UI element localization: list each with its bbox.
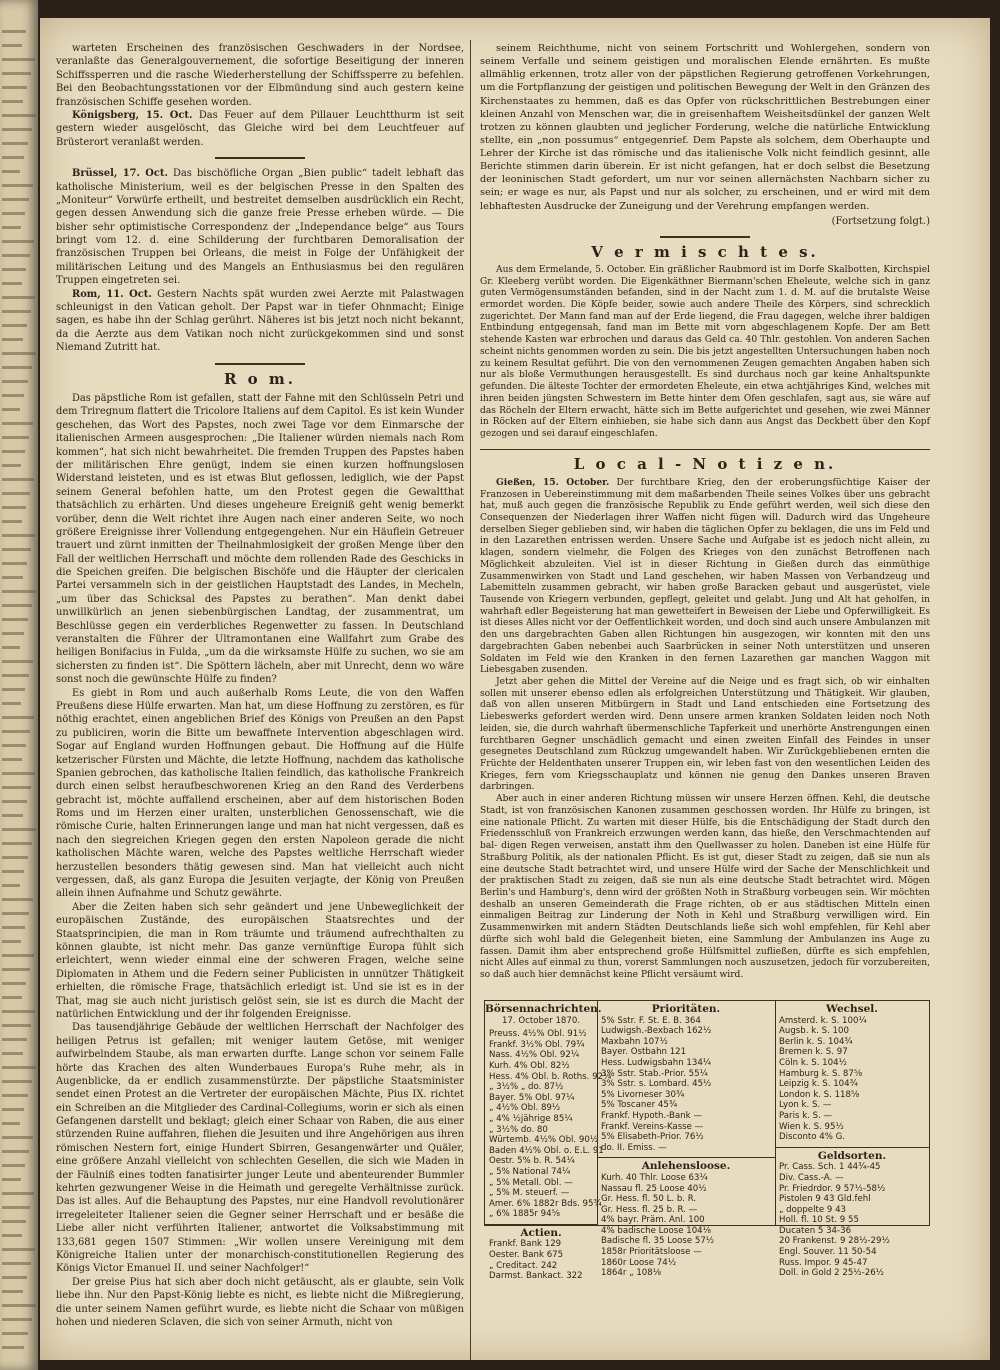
article-paragraph: Jetzt aber gehen die Mittel der Vereine auf die Neige und es fragt sich, ob wir einhalten sollen mit unserer ebenso edlen als erfolgreichen Unterstützung und Thätigkeit. Wir glauben, daß von allen unseren Mitbürgern in Stadt und Land entschieden eine Fortsetzung des Liebeswerks gefordert werden wird. Denn unsere armen kranken Soldaten leiden noch Noth leiden, sie, die durch wahrhaft übermenschliche Tapferkeit und unerhörte Anstrengungen einen furchtbaren Gegner unschädlich gemacht und einen zweiten Einfall des Feindes in unser gesegnetes Deutschland zum Rückzug umgewandelt haben. Wir Zurückgebliebenen ernten die Früchte der Heldenthaten unserer Truppen ein, wir leben fast von den wesentlichen Leiden des Krieges, fern vom Kriegsschauplatz und können nie genug den Dankes unseren Braven darbringen. (480, 677, 930, 793)
anlehen-list (597, 1173, 775, 1279)
prior-list (597, 1016, 775, 1154)
cut-off-text-line (2, 478, 34, 481)
section-separator (660, 236, 750, 238)
quote-row: Paris k. S. — (779, 1110, 833, 1121)
cut-off-text-line (2, 1318, 32, 1321)
cut-off-text-line (2, 366, 32, 369)
section-heading: L o c a l - N o t i z e n. (573, 454, 837, 473)
quote-row: Frankf. Hypoth.-Bank — (601, 1110, 702, 1121)
adjacent-page-edge (0, 0, 38, 1370)
cut-off-text-line (2, 646, 20, 649)
quote-row: Amer. 6% 1882r Bds. 95¾ (489, 1198, 602, 1209)
quote-row: Lyon k. S. — (779, 1100, 832, 1111)
quote-row: „ 6% 1885r 94⅝ (489, 1209, 560, 1220)
cut-off-text-line (2, 184, 33, 187)
quote-row: Bayer. 5% Obl. 97¼ (489, 1092, 575, 1103)
article-paragraph: Aber auch in einer anderen Richtung müssen wir unsere Herzen öffnen. Kehl, die deutsche Stadt, ist von französischen Kanonen zusammen geschossen worden. Ihr Hülfe zu bringen, ist eine nationale Pflicht. Zu warten mit dieser Hülfe, bis die Entschädigung der Stadt durch den Friedensschluß von Frankreich erzwungen werden kann, das hieße, den Verschmachtenden auf bal- digen Regen verweisen, anstatt ihm den Quellwasser zu holen. Daneben ist eine Hülfe für Straßburg Politik, als der nationalen Pflicht. Es ist gut, dieser Stadt zu zeigen, daß sie nun als eine deutsche Stadt betrachtet wird, und unsere Hülfe wird der Sache der Menschlichkeit und der praktischen Stadt zu zeigen, daß sie nun als eine deutsche Stadt betrachtet wird. Mögen Berlin's und Hamburg's, denn wird der größten Noth in Straßburg vorbeugen sein. Wir möchten deshalb an unseren Gemeinderath die Frage richten, ob er aus städtischen Mitteln einen einmaligen Beitrag zur Linderung der Noth in Kehl und Straßburg verwilligen wird. Ein Zusammenwirken mit andern Städten Deutschlands ließe sich wohl empfehlen, für Kehl aber dürfte sich wohl bald die Gelegenheit bieten, eine Sammlung der Ambulanzen ins Auge zu fassen. Damit ihm aber entsprechend große Hülfsmittel zufließen, dürfte es sich empfehlen, nicht Alles auf einmal zu thun, vorerst Sammlungen noch auszusetzen, jedoch für vorzubereiten, so daß auch hier demnächst keine Pflicht versäumt wird. (480, 794, 930, 980)
quote-row: „ 4½% Obl. 89½ (489, 1103, 561, 1114)
cut-off-text-line (2, 1304, 36, 1307)
cut-off-text-line (2, 450, 25, 453)
quote-row: 1860r Loose 74½ (601, 1257, 677, 1268)
quote-row: Gr. Hess. fl. 50 L. b. R. (601, 1194, 697, 1205)
cut-off-text-line (2, 1290, 23, 1293)
quote-row: Holl. fl. 10 St. 9 55 (779, 1215, 859, 1226)
prioritaeten-column (597, 1001, 776, 1279)
cut-off-text-line (2, 1248, 35, 1251)
cut-off-text-line (2, 1080, 32, 1083)
quote-row: Wien k. S. 95½ (779, 1121, 844, 1132)
quote-row: Engl. Souver. 11 50-54 (779, 1247, 877, 1258)
actien-list (485, 1239, 597, 1281)
quote-row: Kurh. 40 Thlr. Loose 63¼ (601, 1172, 708, 1183)
geld-list (775, 1162, 929, 1279)
quote-row: London k. S. 118⅝ (779, 1089, 860, 1100)
article-text: Das bischöfliche Organ „Bien public“ tadelt lebhaft das katholische Ministerium, weil es der belgischen Presse in den Spalten des „Moniteur“ Vorwürfe ertheilt, und bestreitet demselben ausdrücklich ein Recht, gegen dessen Anwendung sich die ganze freie Presse erheben würde. — Die bisher sehr optimistische Correspondenz der „Independance belge“ aus Tours bringt vom 12. d. eine Schilderung der furchtbaren Demoralisation der französischen Truppen bei Orleans, die meist in Folge der Unfähigkeit der militärischen Leitung und des Mangels an Enthusiasmus bei den regulären Truppen eingetreten sei. (56, 168, 464, 287)
quote-row: Pr. Friedrdor. 9 57½-58½ (779, 1183, 886, 1194)
cut-off-text-line (2, 72, 31, 75)
cut-off-text-line (2, 814, 23, 817)
cut-off-text-line (2, 1262, 31, 1265)
quote-row: Würtemb. 4½% Obl. 90½ (489, 1135, 599, 1146)
cut-off-text-line (2, 828, 36, 831)
cut-off-text-line (2, 1010, 35, 1013)
cut-off-text-line (2, 1066, 36, 1069)
quote-row: do. II. Emiss. — (601, 1142, 667, 1153)
cut-off-text-line (2, 688, 25, 691)
boerse-list (485, 1029, 612, 1220)
cut-off-text-line (2, 1038, 27, 1041)
column-divider (470, 40, 471, 1360)
article-paragraph: Es giebt in Rom und auch außerhalb Roms Leute, die von den Waffen Preußens diese Hülfe erwarten. Man hat, um diese Hoffnung zu zerstören, es für nöthig erachtet, einen angeblichen Brief des Königs von Preußen an den Papst zu publiciren, worin die Bitte um bewaffnete Intervention abgeschlagen wird. Sogar auf England wurden Hoffnungen gebaut. Die Hoffnung auf die Hülfe ketzerischer Fürsten und Mächte, die letzte Hoffnung, nachdem das katholische Spanien gebrochen, das katholische Italien feindlich, das katholische Frankreich durch einen selbst heraufbeschworenen Krieg an den Rand des Verderbens gebracht ist, möchte auffallend erscheinen, aber auf dem historischen Boden Roms und im Herzen einer uralten, unsterblichen Genossenschaft, wie die römische Curie, halten Erinnerungen lange und man hat nicht vergessen, daß es nach den siegreichen Kriegen gegen den ersten Napoleon gerade die nicht katholischen Mächte waren, welche des Papstes weltliche Herrschaft wieder herzustellen besonders thätig gewesen sind. Man hat vielleicht auch nicht vergessen, daß, als ganz Europa die Jesuiten verjagte, der König von Preußen allein ihnen Aufnahme und Schutz gewährte. (56, 687, 464, 900)
cut-off-text-line (2, 744, 26, 747)
cut-off-text-line (2, 730, 30, 733)
quote-row: Pistolen 9 43 Gld.fehl (779, 1194, 871, 1205)
wechsel-title: Wechsel. (826, 1003, 878, 1015)
quote-row: Russ. Impor. 9 45-47 (779, 1257, 868, 1268)
cut-off-text-line (2, 492, 30, 495)
dateline: Königsberg, 15. Oct. (72, 109, 193, 121)
quote-row: „ doppelte 9 43 (779, 1204, 847, 1215)
wechsel-column (775, 1001, 929, 1279)
section-heading: R o m. (223, 369, 296, 388)
cut-off-text-line (2, 618, 28, 621)
article-paragraph: Das päpstliche Rom ist gefallen, statt der Fahne mit den Schlüsseln Petri und dem Triregnum flattert die Tricolore Italiens auf dem Capitol. Es ist kein Wunder geschehen, das Wort des Papstes, noch zwei Tage vor dem Einmarsche der italienischen Armeen ausgesprochen: „Die Italiener würden niemals nach Rom kommen“, hat sich nicht bewahrheitet. Die fremden Truppen des Papstes haben der militärischen Ehre genügt, indem sie einen kurzen hoffnungslosen Widerstand leisteten, und es ist etwas Blut geflossen, lediglich, wie der Papst seinem General befohlen hatte, um den Protest gegen die Gewaltthat thatsächlich zu erhärten. Und dieses ungeheure Ereigniß geht wenig bemerkt vorüber, denn die Welt richtet ihre Augen nach einer anderen Seite, wo noch größere Ereignisse ihrer Vollendung entgegengehen. Nur ein Häuflein Getreuer trauert und zürnt inmitten der Theilnahmlosigkeit der großen Menge über den Fall der weltlichen Herrschaft und möchte dem rollenden Rade des Geschicks in die Speichen greifen. Die belgischen Bischöfe und die Häupter der clericalen Partei versammeln sich in der geistlichen Hauptstadt des Landes, in Mecheln, „um über das Schicksal des Papstes zu berathen“. Man denkt dabei unwillkürlich an jenen siebenbürgischen Landtag, der zusammentrat, um Beschlüsse gegen ein verderbliches Regenwetter zu fassen. In Deutschland veranstalten die Führer der Ultramontanen eine Wallfahrt zum Grabe des heiligen Bonifacius in Fulda, „um da die wirksamste Hülfe zu suchen, wo sie am sichersten zu finden ist“. Die Spöttern lächeln, aber mit Unrecht, denn wo wäre sonst noch die gewünschte Hülfe zu finden? (56, 392, 464, 686)
cut-off-text-line (2, 436, 29, 439)
quote-row: Nassau fl. 25 Loose 40½ (601, 1183, 707, 1194)
cut-off-text-line (2, 870, 24, 873)
quote-row: Div. Cass.-A. — (779, 1172, 844, 1183)
cut-off-text-line (2, 912, 29, 915)
section-separator (215, 363, 305, 365)
cut-off-text-line (2, 1234, 22, 1237)
wechsel-list (775, 1016, 929, 1143)
cut-off-text-line (2, 800, 27, 803)
cut-off-text-line (2, 996, 22, 999)
cut-off-text-line (2, 1052, 23, 1055)
article-paragraph: seinem Reichthume, nicht von seinem Fortschritt und Wohlergehen, sondern von seinem Verfalle und seinem geistigen und moralischen Elende ernährten. Es mußte allmählig erkennen, trotz aller von der päpstlichen Regierung getroffenen Vorkehrungen, um die Fortpflanzung der geistigen und politischen Bewegung der Welt in den Gränzen des Kirchenstaates zu hemmen, daß es das Opfer von rückschrittlichen Bestrebungen einer kleinen Anzahl von Menschen war, die in greisenhaftem Weisheitsdünkel der ganzen Welt trotzen zu können glaubten und jeglicher Forderung, welche die natürliche Entwicklung stellte, ein „non possumus“ entgegenrief. Dem Papste als solchem, dem Oberhaupte und Lehrer der Kirche ist das römische und das italienische Volk nicht feindlich gesinnt, alle Berichte stimmen darin überein. Er ist nicht gefangen, hat er doch selbst die Besetzung der leoninischen Stadt gefordert, um nur vor seinen allernächsten Nachbarn sicher zu sein; er wage es nur, als Papst und nur als solcher, zu erscheinen, und er wird mit dem lebhaftesten Ausdrucke der Zuneigung und der Verehrung empfangen werden. (480, 43, 930, 212)
actien-title: Actien. (520, 1226, 562, 1239)
article-text: Der furchtbare Krieg, den der eroberungsfüchtige Kaiser der Franzosen in Uebereinstimmung mit dem maßarbenden Theile seines Volkes über uns gebracht hat, muß auch gegen die französische Republik zu Ende geführt werden, weil sich diese den Consequenzen der Niederlagen ihrer Waffen nicht fügen will. Dadurch wird das Ungeheure derselben Sieger geblieben sind, wir haben die täglichen Opfer zu beklagen, die uns im Feld und in den Lazarethen entrissen werden. Unsere Sache und Aufgabe ist es jedoch nicht allein, zu klagen, sondern vielmehr, die Folgen des Krieges von den zunächst Betroffenen nach Möglichkeit abzuleiten. Viel ist in dieser Richtung in Gießen durch das einmüthige Zusammenwirken von Stadt und Land geschehen, wir haben Massen von Verbandzeug und Labemitteln zusammen gebracht, wir haben große Baracken gebaut und ausgerüstet, viele Tausende von Kriegern verbunden, gepflegt, geleitet und gelabt. Jung und Alt hat geholfen, in wahrhaft edler Begeisterung hat man gewetteifert in Beweisen der Liebe und Opferwilligkeit. Es ist dieses Alles nicht vor der Oeffentlichkeit worden, und doch sind auch unsere Ambulanzen mit den uns dargebrachten Gaben allen Richtungen hin ausgezogen, wir konnten mit den uns dargebrachten Gaben nebenbei auch Saarbrücken in seiner Noth unterstützen und unseren Soldaten im Feld wie den Kranken in den fernen Lazarethen gar manchen Waggon mit Liebesgaben zusenden. (480, 477, 930, 676)
cut-off-text-line (2, 506, 26, 509)
cut-off-text-line (2, 1220, 26, 1223)
cut-off-text-line (2, 156, 24, 159)
cut-off-text-line (2, 576, 23, 579)
quote-row: Baden 4½% Obl. o. E.L. 91 (489, 1145, 604, 1156)
cut-off-text-line (2, 982, 26, 985)
cut-off-text-line (2, 142, 28, 145)
cut-off-text-line (2, 380, 28, 383)
quote-row: Frankf. 3½% Obl. 79¾ (489, 1039, 585, 1050)
cut-off-text-line (2, 226, 21, 229)
cut-off-text-line (2, 842, 32, 845)
cut-off-text-line (2, 86, 27, 89)
quote-row: Nass. 4½% Obl. 92¼ (489, 1050, 580, 1061)
geld-title: Geldsorten. (817, 1149, 887, 1162)
section-separator (215, 157, 305, 159)
quote-row: Disconto 4% G. (779, 1132, 846, 1143)
cut-off-text-line (2, 324, 27, 327)
cut-off-text-line (2, 1136, 33, 1139)
boerse-column (485, 1001, 612, 1282)
geld-box (775, 1147, 929, 1279)
quote-row: Hess. Ludwigsbahn 134¼ (601, 1057, 712, 1068)
cut-off-text-line (2, 1024, 31, 1027)
quote-row: 3% Sstr. Stab.-Prior. 55¼ (601, 1068, 708, 1079)
cut-off-text-line (2, 44, 22, 47)
quote-row: „ 4% ½jährige 85¼ (489, 1113, 573, 1124)
article-text: warteten Erscheinen des französischen Geschwaders in der Nordsee, veranlaßte das Generalgouvernement, die sofortige Beseitigung der inneren Schiffssperren und die rasche Wiederherstellung der Schiffssperre zu befehlen. Bei den Beobachtungsstationen vor der Elbmündung sind auch gestern keine französischen Schiffe gesehen worden. (56, 43, 464, 108)
quote-row: 1864r „ 108⅛ (601, 1268, 662, 1279)
quote-row: 3% Sstr. s. Lombard. 45½ (601, 1079, 712, 1090)
anlehen-title: Anlehensloose. (641, 1160, 731, 1173)
quote-row: 5% Sstr. F. St. E. B. 364 (601, 1015, 701, 1026)
cut-off-text-line (2, 534, 35, 537)
quote-row: Amsterd. k. S. 100¼ (779, 1015, 867, 1026)
quote-row: Augsb. k. S. 100 (779, 1026, 849, 1037)
quote-row: Leipzig k. S. 104¾ (779, 1079, 858, 1090)
market-quotations-table (484, 1000, 930, 1282)
cut-off-text-line (2, 758, 22, 761)
news-item (56, 167, 464, 288)
cut-off-text-line (2, 30, 26, 33)
cut-off-text-line (2, 604, 32, 607)
cut-off-text-line (2, 590, 36, 593)
quote-row: „ Creditact. 242 (489, 1260, 558, 1271)
quote-row: Hamburg k. S. 87⅝ (779, 1068, 863, 1079)
quote-row: 20 Frankenst. 9 28½-29½ (779, 1236, 890, 1247)
quote-row: 4% badische Loose 104⅛ (601, 1225, 711, 1236)
quote-row: Hess. 4% Obl. b. Roths. 92¼ (489, 1071, 612, 1082)
cut-off-text-line (2, 1346, 24, 1349)
boerse-date: 17. October 1870. (501, 1015, 581, 1026)
article-paragraph: Das tausendjährige Gebäude der weltlichen Herrschaft der Nachfolger des heiligen Petrus ist gefallen; mit weniger lautem Getöse, mit weniger aufwirbelndem Staube, als man erwarten durfte. Lange schon vor seinem Falle hörte das Krachen des alten Wunderbaues Europa's Ruhe mehr, als in Augenblicke, da er endlich zusammenstürzte. Der päpstliche Staatsminister sendet einen Protest an die Vertreter der europäischen Mächte, Pius IX. richtet ein Schreiben an die Mitglieder des Cardinal-Collegiums, worin er sich als einen Gefangenen darstellt und beklagt; gleich einer Schaar von Raben, die aus einer stürzenden Ruine auffahren, fliehen die Jesuiten und ihre Angehörigen aus ihren römischen Nestern fort, einige Hundert Sbirren, Gesangenwärter und Quäler, eine größere Anzahl vielleicht von schlechten Gesellen, die sich wie Maden in der Fäulniß eines todten fanatisirter junger Leute und abenteurender Bummler kehrten gezwungener Weise in die Heimath und geregelte Verhältnisse zurück. Das ist alles. Auf die Behauptung des Papstes, nur eine Handvoll revolutionärer irregeleiteter Italiener seien die Gegner seiner Herrschaft und er besäße die Liebe aller nicht verführten Italiener, antwortet die Volksabstimmung mit 133,681 gegen 1507 Stimmen: „Wir wollen unsere Vereinigung mit dem Königreiche Italien unter der monarchisch-constitutionellen Regierung des Königs Victor Emanuel II. und seiner Nachfolger!“ (56, 1022, 464, 1275)
article-text: Das Feuer auf dem Pillauer Leuchtthurm ist seit gestern wieder ausgelöscht, das Gleiche wird bei dem Leuchtfeuer auf Brüsterort veranlaßt werden. (56, 109, 464, 148)
cut-off-text-line (2, 548, 31, 551)
cut-off-text-line (2, 338, 23, 341)
quote-row: 5% Toscaner 45¾ (601, 1100, 678, 1111)
boerse-title: Börsennachrichten. (485, 1003, 602, 1015)
cut-off-text-line (2, 926, 25, 929)
cut-off-text-line (2, 1192, 34, 1195)
cut-off-text-line (2, 310, 31, 313)
quote-row: Frankf. Bank 129 (489, 1239, 562, 1250)
quote-row: „ 5% M. steuerf. — (489, 1188, 570, 1199)
cut-off-text-line (2, 128, 32, 131)
dateline: Rom, 11. Oct. (72, 288, 152, 300)
cut-off-text-line (2, 1150, 29, 1153)
cut-off-text-line (2, 114, 36, 117)
quote-row: „ 5% Metall. Obl. — (489, 1177, 573, 1188)
anlehen-box (597, 1157, 775, 1279)
quote-row: Doll. in Gold 2 25½-26½ (779, 1268, 885, 1279)
cut-off-text-line (2, 772, 35, 775)
quote-row: Badische fl. 35 Loose 57½ (601, 1236, 715, 1247)
right-column (480, 42, 930, 982)
cut-off-text-line (2, 562, 27, 565)
cut-off-text-line (2, 954, 34, 957)
quote-row: Berlin k. S. 104¾ (779, 1036, 853, 1047)
cut-off-text-line (2, 1122, 20, 1125)
cut-off-text-line (2, 520, 22, 523)
cut-off-text-line (2, 660, 33, 663)
cut-off-text-line (2, 1206, 30, 1209)
quote-row: Pr. Cass. Sch. 1 44¾-45 (779, 1162, 881, 1173)
continuation-note: (Fortsetzung folgt.) (831, 215, 930, 227)
quote-row: 5% Livorneser 30¾ (601, 1089, 685, 1100)
article-paragraph: Aus dem Ermelande, 5. October. Ein gräßlicher Raubmord ist im Dorfe Skalbotten, Kirchspiel Gr. Kleeberg verübt worden. Die Eigenkäthner Biermann'schen Eheleute, welche sich in ganz guten Vermögensumständen befanden, sind in der Nacht zum 1. d. M. auf die brutalste Weise ermordet worden. Die Köpfe beider, sowie auch andere Theile des Körpers, sind schrecklich zugerichtet. Der Mann fand man auf der Erde liegend, die Frau dagegen, welche ihrer baldigen Entbindung entgegensah, fand man im Bette mit vorn abgeschlagenem Kopfe. Der am Bett stehende Kasten war erbrochen und daraus das Geld ca. 40 Thlr. gestohlen. Von anderen Sachen scheint nichts genommen worden zu sein. Die bis jetzt angestellten Untersuchungen haben noch zu keinem Resultat geführt. Die von den vernommenen Zeugen gemachten Angaben haben sich nur als bloße Vermuthungen herausgestellt. Es sind durchaus noch gar keine Anhaltspunkte gefunden. Die älteste Tochter der ermordeten Eheleute, ein etwa achtjähriges Kind, welches mit ihren beiden jüngsten Schwestern im Bette hinter dem Ofen geschlafen, sagt aus, sie wäre auf das Röcheln der Eltern erwacht, hätte sich im Bette aufgerichtet und gesehen, wie zwei Männer in Röcken auf der Eltern einhieben, sie habe sich dann aus Angst das Deckbett über den Kopf gezogen und sei darauf eingeschlafen. (480, 264, 930, 439)
cut-off-text-line (2, 352, 36, 355)
quote-row: 5% Elisabeth-Prior. 76½ (601, 1132, 704, 1143)
actien-box (485, 1224, 597, 1282)
cut-off-text-line (2, 856, 28, 859)
quote-row: 1858r Prioritätsloose — (601, 1247, 702, 1258)
dateline: Brüssel, 17. Oct. (72, 168, 168, 180)
section-heading: V e r m i s c h t e s. (591, 242, 819, 261)
cut-off-text-line (2, 240, 34, 243)
cut-off-text-line (2, 254, 30, 257)
cut-off-text-line (2, 716, 34, 719)
quote-row: Bayer. Ostbahn 121 (601, 1047, 687, 1058)
cut-off-text-line (2, 674, 29, 677)
quote-row: „ 5% National 74¼ (489, 1166, 571, 1177)
article-text: Gestern Nachts spät wurden zwei Aerzte mit Palastwagen schleunigst in den Vatican geholt. Der Papst war in tiefer Ohnmacht; Einige sagen, es habe ihn der Schlag gerührt. Näheres ist bis jetzt noch nicht bekannt, da die Aerzte aus dem Vatikan noch nicht zurückgekommen sind und sonst Niemand Zutritt hat. (56, 288, 464, 354)
quote-row: Ducaten 5 34-36 (779, 1225, 852, 1236)
cut-off-text-line (2, 632, 24, 635)
cut-off-text-line (2, 1332, 28, 1335)
news-item (480, 477, 930, 677)
cut-off-text-line (2, 58, 35, 61)
cut-off-text-line (2, 1178, 21, 1181)
cut-off-text-line (2, 702, 21, 705)
cut-off-text-line (2, 898, 33, 901)
quote-row: 4% bayr. Präm. Anl. 100 (601, 1215, 705, 1226)
prior-title: Prioritäten. (651, 1003, 721, 1015)
cut-off-text-line (2, 1108, 24, 1111)
cut-off-text-line (2, 1164, 25, 1167)
cut-off-text-line (2, 464, 21, 467)
cut-off-text-line (2, 786, 31, 789)
quote-row: Bremen k. S. 97 (779, 1047, 848, 1058)
quote-row: Darmst. Bankact. 322 (489, 1271, 583, 1282)
cut-off-text-line (2, 282, 22, 285)
quote-row: Maxbahn 107½ (601, 1036, 668, 1047)
cut-off-text-line (2, 884, 20, 887)
news-item (56, 109, 464, 149)
cut-off-text-line (2, 408, 20, 411)
quote-row: Gr. Hess. fl. 25 b. R. — (601, 1204, 698, 1215)
cut-off-text-line (2, 198, 29, 201)
cut-off-text-line (2, 212, 25, 215)
article-paragraph: Der greise Pius hat sich aber doch nicht getäuscht, als er glaubte, sein Volk liebe ihn. Nur den Papst-König liebte es nicht, es liebte nicht die Mißregierung, die unter seinem Namen geführt wurde, es liebte nicht die Schaar von müßigen hohen und niederen Sclaven, die sich von seiner Armuth, nicht von (56, 1276, 464, 1328)
cut-off-text-line (2, 296, 35, 299)
quote-row: Oestr. 5% b. R. 54¼ (489, 1156, 575, 1167)
quote-row: „ 3½% „ do. 87½ (489, 1082, 564, 1093)
cut-off-text-line (2, 170, 20, 173)
quote-row: Preuss. 4½% Obl. 91½ (489, 1029, 587, 1040)
quote-row: Kurh. 4% Obl. 82½ (489, 1060, 570, 1071)
cut-off-text-line (2, 1094, 28, 1097)
section-separator (480, 449, 930, 450)
cut-off-text-line (2, 1276, 27, 1279)
quote-row: Oester. Bank 675 (489, 1250, 564, 1261)
quote-row: Cöln k. S. 104½ (779, 1057, 847, 1068)
cut-off-text-line (2, 268, 26, 271)
cut-off-text-line (2, 968, 30, 971)
dateline: Gießen, 15. October. (496, 476, 610, 488)
cut-off-text-line (2, 940, 21, 943)
cut-off-text-line (2, 100, 23, 103)
cut-off-text-line (2, 394, 24, 397)
quote-row: „ 3½% do. 80 (489, 1124, 548, 1135)
quote-row: Frankf. Vereins-Kasse — (601, 1121, 704, 1132)
left-column (56, 42, 464, 1329)
news-item (56, 288, 464, 355)
cut-off-text-line (2, 422, 33, 425)
quote-row: Ludwigsh.-Bexbach 162½ (601, 1026, 712, 1037)
article-paragraph: Aber die Zeiten haben sich sehr geändert und jene Unbeweglichkeit der europäischen Zustände, des europäischen Staatsrechtes und der Staatsprincipien, die man in Rom träumte und träumend aufrechthalten zu können glaubte, ist nicht mehr. Das ganze vernünftige Europa fühlt sich erleichtert, wenn wieder einmal eine der schweren Fragen, welche seine Diplomaten in Athem und die Federn seiner Publicisten in unnützer Thätigkeit erhielten, die römische Frage, thatsächlich erledigt ist. Und sie ist es in der That, mag sie auch nicht juristisch gelöst sein, sie ist es durch die Macht der natürlichen Entwicklung und der ihr folgenden Ereignisse. (56, 901, 464, 1020)
